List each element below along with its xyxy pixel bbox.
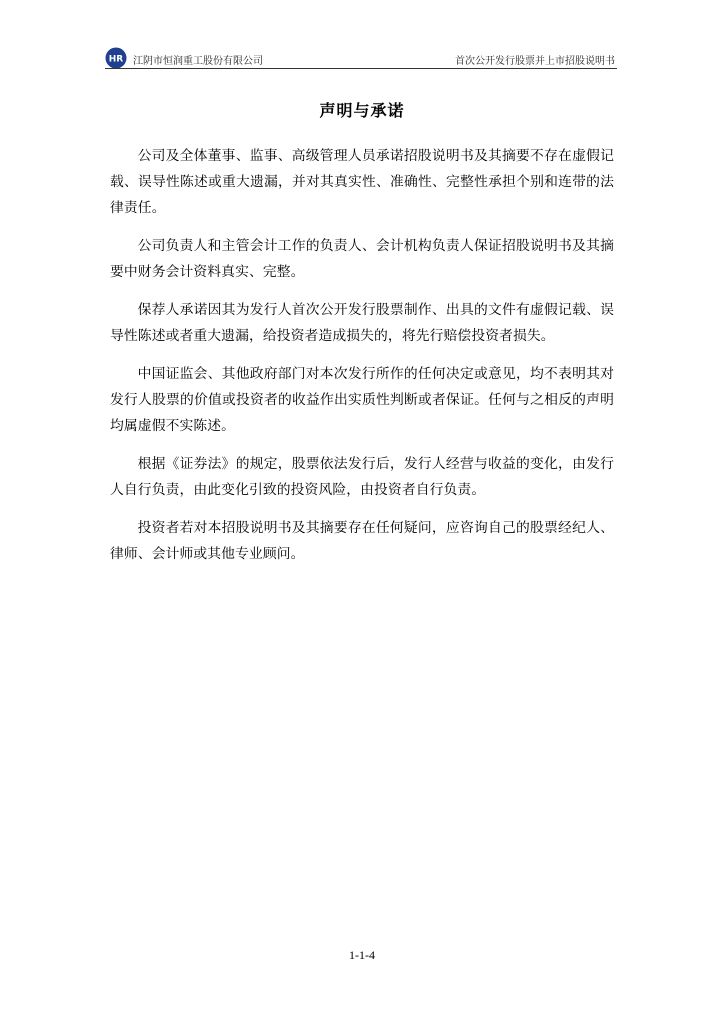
statement-body <box>110 143 614 579</box>
page-number: 1-1-4 <box>349 948 375 962</box>
company-logo <box>105 47 127 69</box>
company-name: 江阴市恒润重工股份有限公司 <box>133 56 263 67</box>
statement-paragraph: 公司负责人和主管会计工作的负责人、会计机构负责人保证招股说明书及其摘要中财务会计资料真实、完整。 <box>110 238 614 280</box>
document-title: 首次公开发行股票并上市招股说明书 <box>455 56 615 67</box>
page-header <box>105 46 617 70</box>
statement-paragraph: 投资者若对本招股说明书及其摘要存在任何疑问，应咨询自己的股票经纪人、律师、会计师或其他专业顾问。 <box>110 520 614 562</box>
page-title: 声明与承诺 <box>319 101 405 120</box>
statement-paragraph: 保荐人承诺因其为发行人首次公开发行股票制作、出具的文件有虚假记载、误导性陈述或者重大遗漏，给投资者造成损失的，将先行赔偿投资者损失。 <box>110 302 614 344</box>
statement-paragraph: 中国证监会、其他政府部门对本次发行所作的任何决定或意见，均不表明其对发行人股票的价值或投资者的收益作出实质性判断或者保证。任何与之相反的声明均属虚假不实陈述。 <box>110 366 614 434</box>
header-divider <box>105 68 617 69</box>
statement-paragraph: 根据《证券法》的规定，股票依法发行后，发行人经营与收益的变化，由发行人自行负责，由此变化引致的投资风险，由投资者自行负责。 <box>110 456 614 498</box>
logo-text: HR <box>108 54 124 65</box>
statement-paragraph: 公司及全体董事、监事、高级管理人员承诺招股说明书及其摘要不存在虚假记载、误导性陈述或重大遗漏，并对其真实性、准确性、完整性承担个别和连带的法律责任。 <box>110 148 614 216</box>
